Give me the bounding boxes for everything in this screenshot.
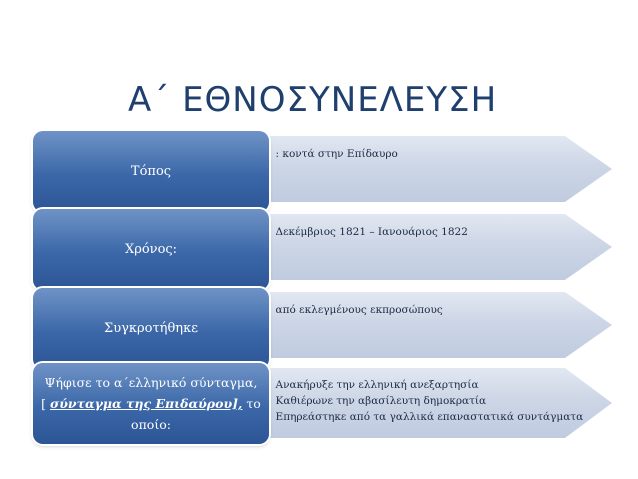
row-label-place: [33, 131, 269, 212]
bullet-item: • Καθιέρωνε την αβασίλευτη δημοκρατία: [266, 393, 583, 409]
row-label-text: Τόπος: [130, 163, 172, 179]
row-label-text: [41, 372, 261, 435]
bullets-constitution: [266, 377, 583, 425]
label-tail: το: [246, 396, 261, 411]
row-label-text: Συγκροτήθηκε: [104, 320, 198, 336]
bullet-item: • από εκλεγμένους εκπροσώπους: [266, 302, 443, 318]
bullet-item: • Ανακήρυξε την ελληνική ανεξαρτησία: [266, 377, 583, 393]
slide-title: Α΄ ΕΘΝΟΣΥΝΕΛΕΥΣΗ: [128, 80, 498, 120]
label-line-3: οποίο:: [131, 417, 171, 432]
row-label-time: [33, 209, 269, 290]
bullet-item: • Δεκέμβριος 1821 – Ιανουάριος 1822: [266, 224, 468, 240]
bullets-composition: [266, 302, 443, 318]
bullet-item: • Επηρεάστηκε από τα γαλλικά επαναστατικά συντάγματα: [266, 409, 583, 425]
label-line-1: Ψήφισε το α΄ελληνικό σύνταγμα,: [44, 375, 258, 390]
bullets-time: [266, 224, 468, 240]
bullets-place: [266, 146, 398, 162]
row-label-composition: [33, 288, 269, 369]
row-label-text: Χρόνος:: [124, 241, 178, 257]
row-label-constitution: [33, 363, 269, 444]
bullet-item: • : κοντά στην Επίδαυρο: [266, 146, 398, 162]
label-bracket: [: [41, 396, 47, 411]
label-emphasis: σύνταγμα της Επιδαύρου],: [50, 396, 243, 411]
